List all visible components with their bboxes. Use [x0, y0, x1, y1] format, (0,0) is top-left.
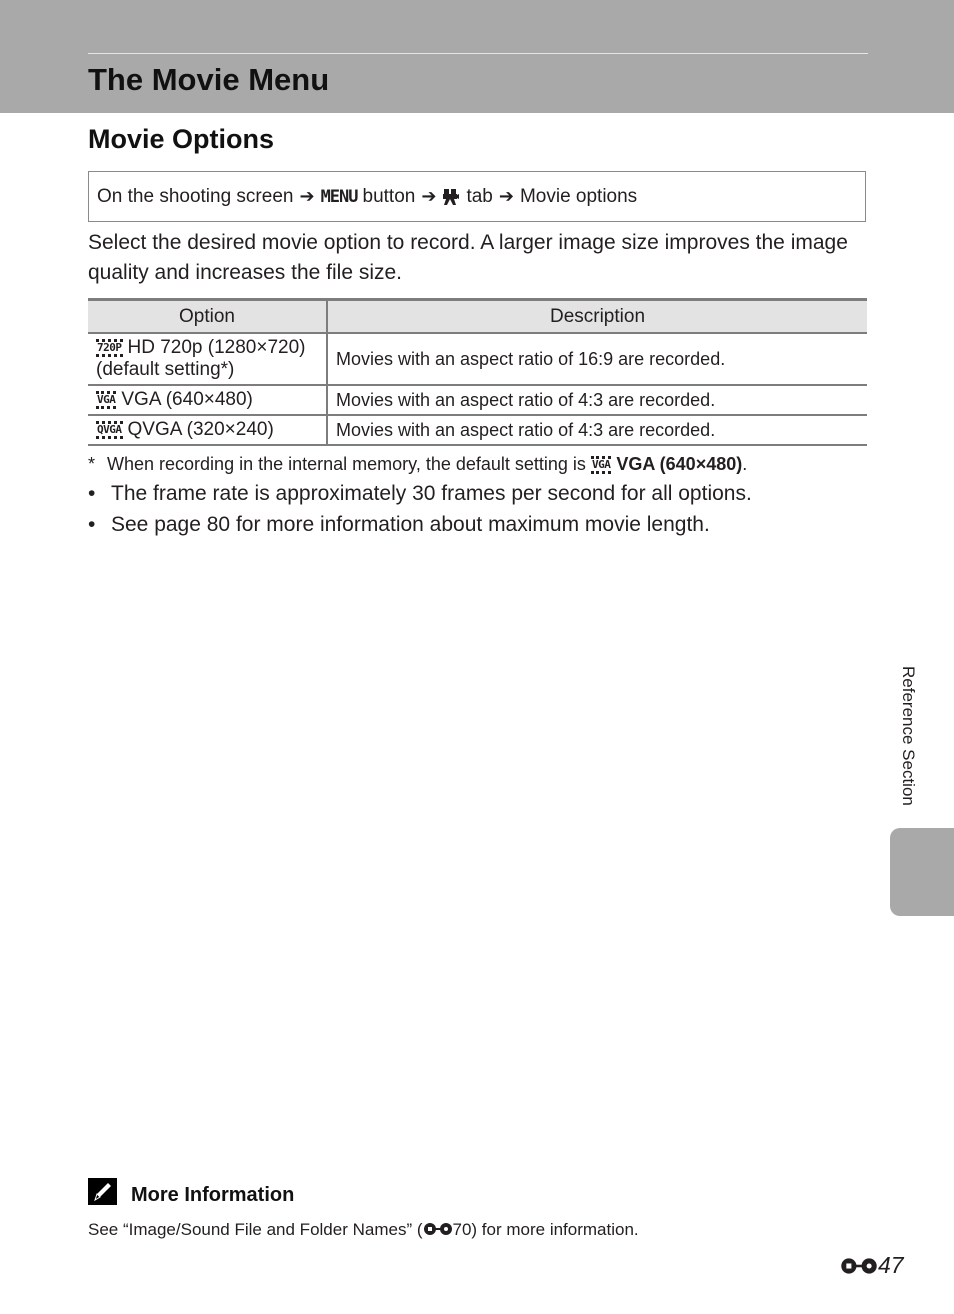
- option-label: VGA (640×480): [121, 389, 253, 410]
- table-footnote: [88, 452, 747, 476]
- list-item: • See page 80 for more information about maximum movie length.: [88, 509, 752, 540]
- arrow-icon: ➔: [421, 186, 437, 206]
- notes-list: [88, 478, 752, 540]
- navigation-path: [88, 171, 866, 222]
- intro-paragraph: Select the desired movie option to record. A larger image size improves the image quality and increases the file size.: [88, 231, 848, 284]
- nav-step-button: button: [362, 185, 416, 207]
- option-cell: [88, 415, 327, 445]
- option-sublabel: (default setting*): [96, 359, 235, 380]
- table-row: [88, 415, 867, 445]
- arrow-icon: ➔: [498, 186, 514, 206]
- page-title: The Movie Menu: [88, 62, 330, 97]
- pencil-note-icon: [88, 1178, 117, 1205]
- more-information-text: See “Image/Sound File and Folder Names” ( 70) for more information.: [88, 1220, 639, 1239]
- option-label: QVGA (320×240): [127, 419, 274, 440]
- qvga-icon: QVGA: [96, 421, 123, 439]
- nav-step-shooting-screen: On the shooting screen: [97, 185, 294, 207]
- movie-camera-icon: [442, 188, 460, 206]
- vga-icon: VGA: [591, 456, 611, 474]
- vga-icon: VGA: [96, 391, 116, 409]
- footnote-end: .: [742, 454, 748, 474]
- description-cell: Movies with an aspect ratio of 4:3 are recorded.: [327, 415, 867, 445]
- nav-step-tab: tab: [466, 185, 493, 207]
- column-header-option: Option: [88, 300, 327, 334]
- nav-step-movie-options: Movie options: [519, 185, 638, 207]
- option-label: HD 720p (1280×720): [127, 337, 306, 358]
- table-header-row: [88, 300, 867, 334]
- list-item: • The frame rate is approximately 30 frames per second for all options.: [88, 478, 752, 509]
- column-header-description: Description: [327, 300, 867, 334]
- bullet-icon: •: [88, 482, 96, 505]
- description-cell: Movies with an aspect ratio of 16:9 are recorded.: [327, 333, 867, 385]
- page-number: 47: [840, 1250, 904, 1280]
- reference-page: 70: [452, 1220, 472, 1239]
- bullet-icon: •: [88, 513, 96, 536]
- description-cell: Movies with an aspect ratio of 4:3 are recorded.: [327, 385, 867, 415]
- section-title: Movie Options: [88, 124, 275, 154]
- header-rule: [88, 53, 868, 54]
- arrow-icon: ➔: [299, 186, 315, 206]
- side-tab-label: Reference Section: [899, 666, 918, 806]
- more-information-title: More Information: [131, 1184, 295, 1206]
- menu-button-icon: MENU: [320, 186, 358, 207]
- hd-720p-icon: 720P: [96, 339, 123, 357]
- table-row: [88, 333, 867, 385]
- footnote-value: VGA (640×480): [616, 454, 743, 474]
- footnote-marker: *: [88, 454, 96, 474]
- footnote-text: When recording in the internal memory, the default setting is: [107, 454, 586, 474]
- table-row: [88, 385, 867, 415]
- reference-section-icon: [423, 1222, 453, 1236]
- option-cell: [88, 385, 327, 415]
- side-tab: [890, 828, 954, 916]
- option-cell: [88, 333, 327, 385]
- reference-section-icon: [840, 1257, 878, 1275]
- movie-options-table: [88, 298, 867, 446]
